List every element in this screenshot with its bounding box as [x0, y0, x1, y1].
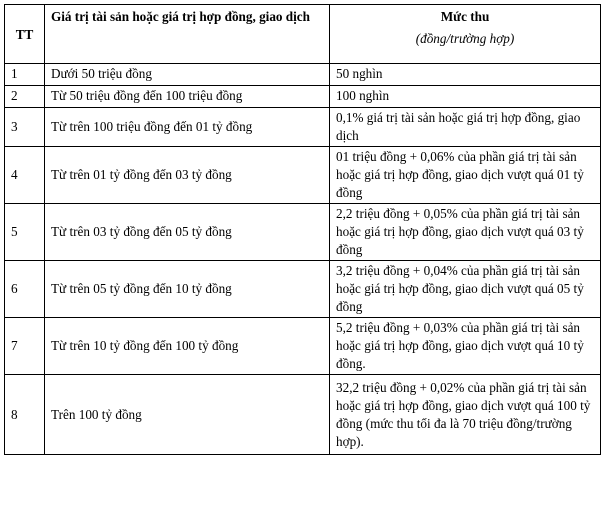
row-value: Từ trên 05 tỷ đồng đến 10 tỷ đồng — [45, 261, 330, 318]
row-tt: 2 — [5, 86, 45, 108]
row-fee: 0,1% giá trị tài sản hoặc giá trị hợp đồng, giao dịch — [330, 108, 601, 147]
row-tt: 6 — [5, 261, 45, 318]
table-row — [5, 86, 601, 108]
row-tt: 1 — [5, 64, 45, 86]
row-value: Từ trên 01 tỷ đồng đến 03 tỷ đồng — [45, 147, 330, 204]
table-row — [5, 318, 601, 375]
row-fee: 01 triệu đồng + 0,06% của phần giá trị tài sản hoặc giá trị hợp đồng, giao dịch vượt quá 01 tỷ đồng — [330, 147, 601, 204]
row-fee: 5,2 triệu đồng + 0,03% của phần giá trị tài sản hoặc giá trị hợp đồng, giao dịch vượt quá 10 tỷ đồng. — [330, 318, 601, 375]
row-tt: 8 — [5, 375, 45, 455]
header-fee-label: Mức thu — [440, 9, 490, 24]
row-value: Từ trên 10 tỷ đồng đến 100 tỷ đồng — [45, 318, 330, 375]
row-value: Dưới 50 triệu đồng — [45, 64, 330, 86]
row-tt: 4 — [5, 147, 45, 204]
row-value: Từ 50 triệu đồng đến 100 triệu đồng — [45, 86, 330, 108]
row-value: Trên 100 tỷ đồng — [45, 375, 330, 455]
row-value: Từ trên 100 triệu đồng đến 01 tỷ đồng — [45, 108, 330, 147]
row-tt: 3 — [5, 108, 45, 147]
row-tt: 7 — [5, 318, 45, 375]
row-fee: 3,2 triệu đồng + 0,04% của phần giá trị tài sản hoặc giá trị hợp đồng, giao dịch vượt quá 05 tỷ đồng — [330, 261, 601, 318]
table-row — [5, 64, 601, 86]
row-fee: 50 nghìn — [330, 64, 601, 86]
row-fee: 100 nghìn — [330, 86, 601, 108]
row-fee: 2,2 triệu đồng + 0,05% của phần giá trị tài sản hoặc giá trị hợp đồng, giao dịch vượt quá 03 tỷ đồng — [330, 204, 601, 261]
table-row — [5, 108, 601, 147]
table-row — [5, 204, 601, 261]
header-fee — [330, 5, 601, 64]
header-tt: TT — [5, 5, 45, 64]
header-value: Giá trị tài sản hoặc giá trị hợp đồng, giao dịch — [45, 5, 330, 64]
table-header-row — [5, 5, 601, 64]
table-row — [5, 261, 601, 318]
fee-table — [4, 4, 601, 455]
table-row — [5, 147, 601, 204]
row-tt: 5 — [5, 204, 45, 261]
table-row — [5, 375, 601, 455]
header-fee-unit: (đồng/trường hợp) — [415, 31, 515, 46]
row-value: Từ trên 03 tỷ đồng đến 05 tỷ đồng — [45, 204, 330, 261]
row-fee: 32,2 triệu đồng + 0,02% của phần giá trị tài sản hoặc giá trị hợp đồng, giao dịch vượt quá 100 tỷ đồng (mức thu tối đa là 70 triệu đồng/trường hợp). — [330, 375, 601, 455]
